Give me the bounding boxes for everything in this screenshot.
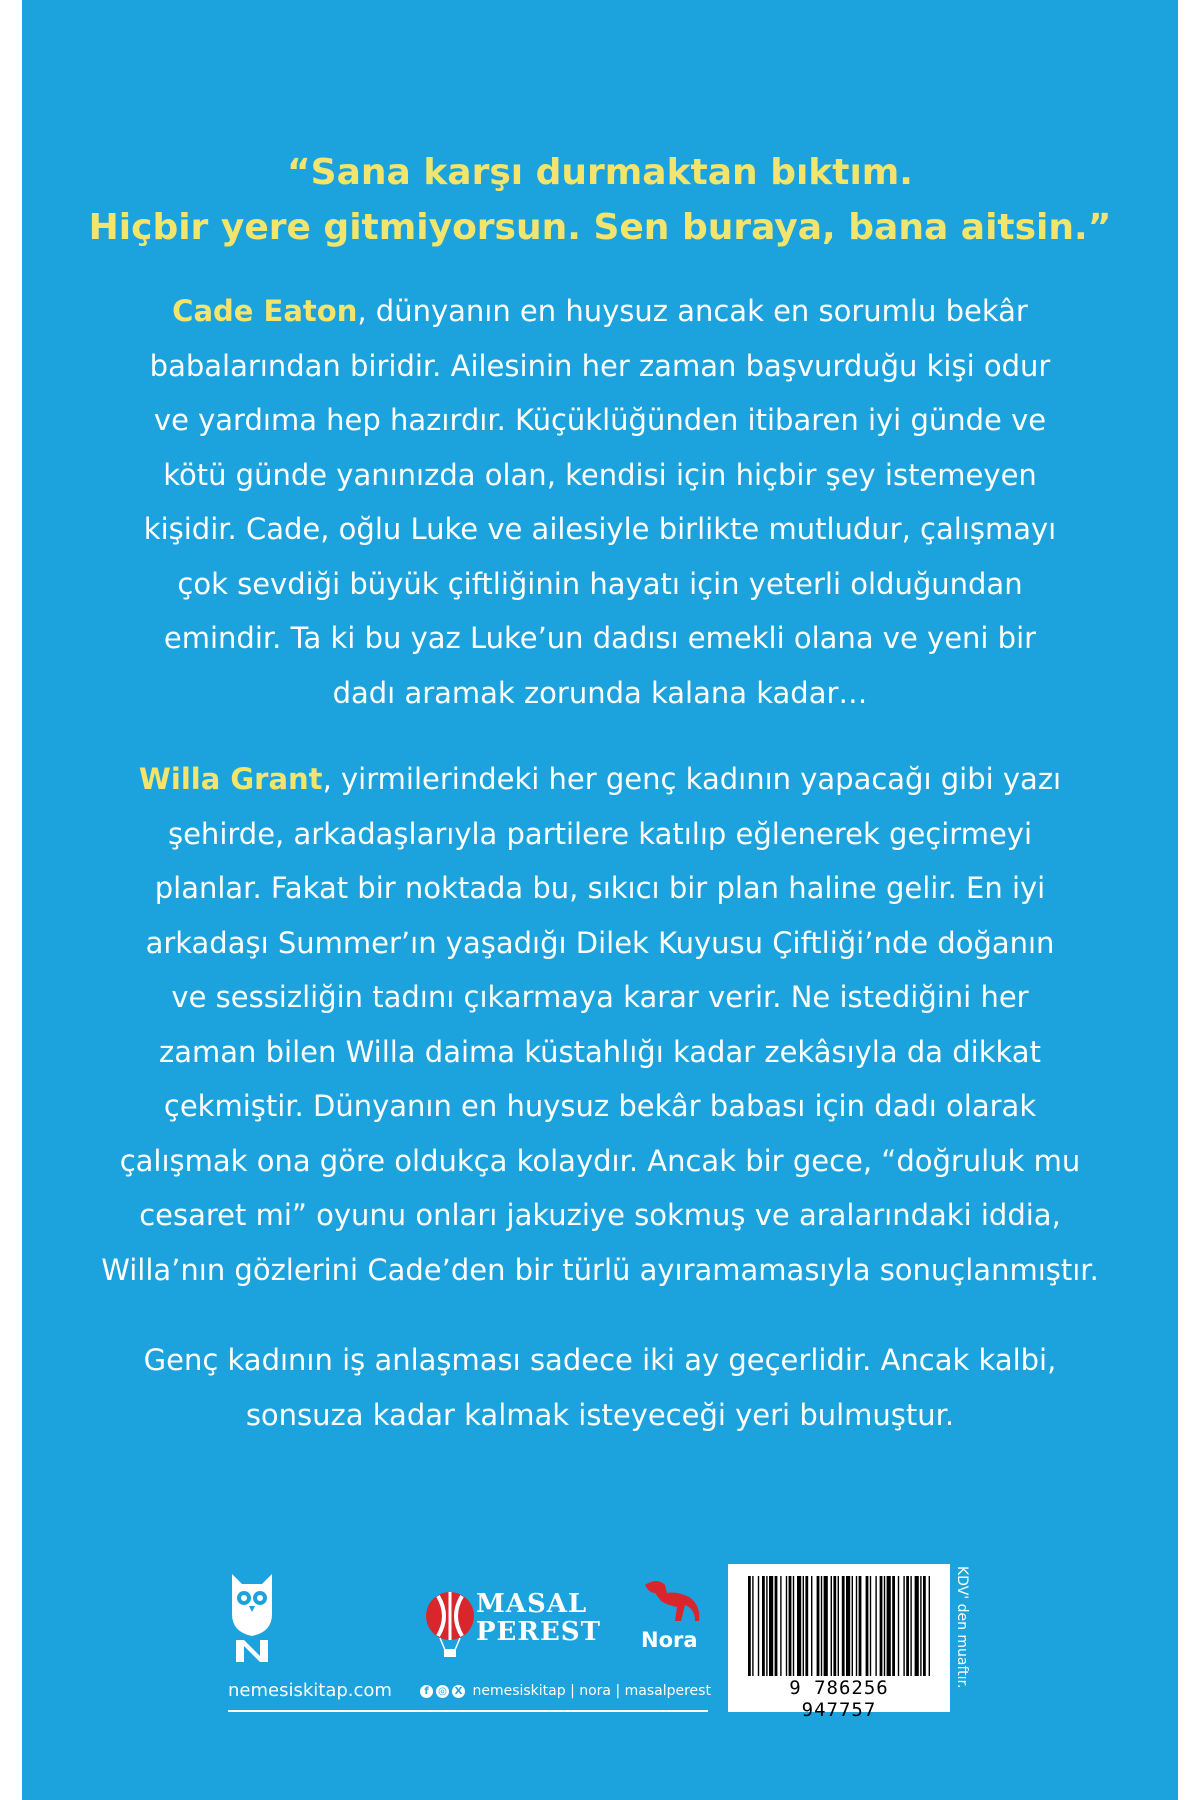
- barcode-bar: [892, 1576, 895, 1676]
- barcode-bar: [748, 1576, 751, 1676]
- paragraph-line: cesaret mi” oyunu onları jakuziye sokmuş ve aralarındaki iddia,: [139, 1198, 1061, 1232]
- paragraph-line: çekmiştir. Dünyanın en huysuz bekâr babası için dadı olarak: [163, 1089, 1037, 1123]
- paragraph-line: kötü günde yanınızda olan, kendisi için hiçbir şey istemeyen: [163, 457, 1037, 492]
- paragraph-line: sonsuza kadar kalmak isteyeceği yeri bulmuştur.: [245, 1397, 955, 1432]
- barcode-bar: [762, 1576, 765, 1676]
- paragraph-line: ve yardıma hep hazırdır. Küçüklüğünden itibaren iyi günde ve: [153, 403, 1047, 437]
- blurb-paragraph-closing: [0, 1333, 1200, 1442]
- barcode-bar: [910, 1576, 911, 1676]
- x-twitter-icon: X: [452, 1685, 465, 1698]
- barcode-bar: [842, 1576, 845, 1676]
- paragraph-line: arkadaşı Summer’ın yaşadığı Dilek Kuyusu Çiftliği’nde doğanın: [145, 925, 1055, 960]
- footer-divider: [228, 1710, 708, 1712]
- masalperest-line-2: PEREST: [476, 1617, 601, 1647]
- nemesis-owl-logo: [222, 1570, 282, 1664]
- barcode-bar: [898, 1576, 899, 1676]
- tax-note: [952, 1566, 974, 1716]
- paragraph-text: , yirmilerindeki her genç kadının yapacağı gibi yazı: [322, 762, 1062, 796]
- paragraph-line: zaman bilen Willa daima küstahlığı kadar zekâsıyla da dikkat: [159, 1034, 1041, 1069]
- barcode-bar: [884, 1576, 885, 1676]
- barcode-bar: [817, 1576, 820, 1676]
- barcode-bar: [846, 1576, 850, 1676]
- publisher-website: nemesiskitap.com: [228, 1680, 392, 1701]
- barcode-bar: [833, 1576, 836, 1676]
- tax-note-text: KDV' den muaftır.: [954, 1566, 970, 1689]
- masalperest-line-1: MASAL: [476, 1589, 588, 1619]
- instagram-icon: ◎: [436, 1685, 449, 1698]
- barcode-bar: [831, 1576, 832, 1676]
- paragraph-line: çalışmak ona göre oldukça kolaydır. Ancak bir gece, “doğruluk mu: [119, 1143, 1081, 1178]
- barcode-bar: [758, 1576, 759, 1676]
- barcode-bar: [923, 1576, 926, 1676]
- pull-quote: [0, 145, 1200, 255]
- barcode-bar: [852, 1576, 853, 1676]
- barcode-bar: [811, 1576, 812, 1676]
- barcode-bar: [752, 1576, 753, 1676]
- barcode-bar: [789, 1576, 792, 1676]
- quote-line-2: Hiçbir yere gitmiyorsun. Sen buraya, bana aitsin.”: [88, 207, 1112, 248]
- character-name-willa: Willa Grant: [138, 762, 323, 796]
- isbn-barcode: [746, 1576, 932, 1676]
- barcode-bar: [797, 1576, 801, 1676]
- barcode-bar: [866, 1576, 869, 1676]
- barcode-panel: [728, 1564, 950, 1721]
- character-name-cade: Cade Eaton: [172, 294, 358, 328]
- barcode-bar: [929, 1576, 930, 1676]
- masalperest-logo-text: [476, 1590, 601, 1646]
- barcode-bar: [775, 1576, 778, 1676]
- isbn-number: 9 786256 947757: [789, 1677, 889, 1721]
- quote-line-1: “Sana karşı durmaktan bıktım.: [287, 152, 913, 193]
- barcode-bar: [880, 1576, 883, 1676]
- paragraph-line: Genç kadının iş anlaşması sadece iki ay geçerlidir. Ancak kalbi,: [143, 1343, 1057, 1377]
- paragraph-line: babalarından biridir. Ailesinin her zaman başvurduğu kişi odur: [149, 348, 1051, 383]
- barcode-bar: [824, 1576, 828, 1676]
- paragraph-line: planlar. Fakat bir noktada bu, sıkıcı bir plan haline gelir. En iyi: [154, 871, 1046, 905]
- barcode-bar: [870, 1576, 871, 1676]
- paragraph-line: emindir. Ta ki bu yaz Luke’un dadısı emekli olana ve yeni bir: [163, 621, 1037, 655]
- social-handles-text: nemesiskitap | nora | masalperest: [472, 1683, 711, 1699]
- facebook-icon: f: [420, 1685, 433, 1698]
- barcode-bar: [821, 1576, 822, 1676]
- blurb-paragraph-cade: [0, 284, 1200, 720]
- barcode-bar: [920, 1576, 921, 1676]
- barcode-bar: [780, 1576, 781, 1676]
- paragraph-line: Willa’nın gözlerini Cade’den bir türlü ayıramamasıyla sonuçlanmıştır.: [101, 1252, 1099, 1287]
- blurb-paragraph-willa: [0, 752, 1200, 1297]
- paragraph-line: şehirde, arkadaşlarıyla partilere katılıp eğlenerek geçirmeyi: [167, 816, 1033, 851]
- barcode-bar: [803, 1576, 804, 1676]
- barcode-bar: [856, 1576, 857, 1676]
- barcode-bar: [766, 1576, 767, 1676]
- barcode-bar: [769, 1576, 773, 1676]
- barcode-bar: [915, 1576, 919, 1676]
- paragraph-line: ve sessizliğin tadını çıkarmaya karar verir. Ne istediğini her: [171, 980, 1029, 1014]
- barcode-bar: [838, 1576, 839, 1676]
- nora-logo-text: Nora: [641, 1628, 698, 1652]
- barcode-bar: [786, 1576, 787, 1676]
- barcode-bar: [906, 1576, 909, 1676]
- barcode-bar: [903, 1576, 904, 1676]
- paragraph-text: , dünyanın en huysuz ancak en sorumlu bekâr: [357, 294, 1028, 328]
- barcode-bar: [859, 1576, 862, 1676]
- barcode-bar: [875, 1576, 876, 1676]
- barcode-bar: [793, 1576, 794, 1676]
- social-handles: [420, 1683, 711, 1699]
- paragraph-line: dadı aramak zorunda kalana kadar…: [332, 675, 868, 710]
- paragraph-line: çok sevdiği büyük çiftliğinin hayatı için yeterli olduğundan: [177, 566, 1023, 601]
- paragraph-line: kişidir. Cade, oğlu Luke ve ailesiyle birlikte mutludur, çalışmayı: [143, 512, 1057, 546]
- barcode-bar: [887, 1576, 891, 1676]
- barcode-bar: [805, 1576, 808, 1676]
